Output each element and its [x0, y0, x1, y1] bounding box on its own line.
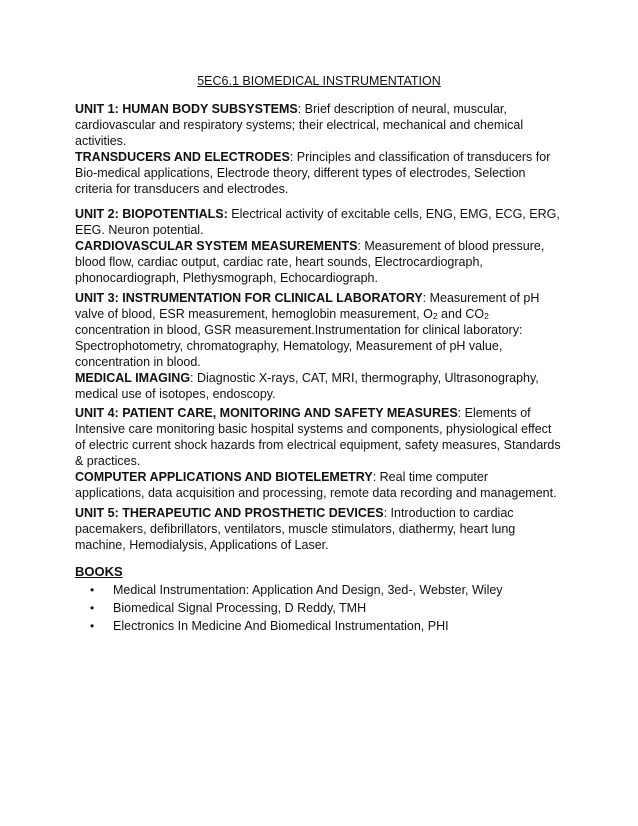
- unit-3-text: : Measurement of pH valve of blood, ESR measurement, hemoglobin measurement, $O_2$ and $CO_2$ concentration in blood, GSR measurement.Instrumentation for clinical laboratory: Spectrophotometry, chromatography, Hematology, Measurement of pH value, concentration in blood.: [75, 291, 540, 369]
- unit-1-sub-heading: TRANSDUCERS AND ELECTRODES: [75, 150, 290, 164]
- bullet-icon: •: [90, 601, 95, 615]
- book-title: Medical Instrumentation: Application And Design, 3ed-, Webster, Wiley: [113, 583, 503, 597]
- unit-1-block: [75, 101, 570, 197]
- unit-4-block: [75, 405, 570, 501]
- unit-1-paragraph: [75, 101, 570, 149]
- unit-2-sub-text: : Measurement of blood pressure, blood flow, cardiac output, cardiac rate, heart sounds, Electrocardiograph, phonocardiograph, Plethysmograph, Echocardiograph.: [75, 239, 545, 285]
- book-title: Biomedical Signal Processing, D Reddy, TMH: [113, 601, 367, 615]
- unit-1-sub-paragraph: [75, 149, 570, 197]
- unit-1-text: : Brief description of neural, muscular, cardiovascular and respiratory systems; their electrical, mechanical and chemical activities.: [75, 102, 524, 148]
- books-list: [75, 581, 570, 635]
- unit-5-block: [75, 505, 570, 553]
- book-title: Electronics In Medicine And Biomedical Instrumentation, PHI: [113, 619, 449, 633]
- unit-5-heading: UNIT 5: THERAPEUTIC AND PROSTHETIC DEVICES: [75, 506, 384, 520]
- unit-3-heading: UNIT 3: INSTRUMENTATION FOR CLINICAL LABORATORY: [75, 291, 423, 305]
- bullet-icon: •: [90, 619, 95, 633]
- unit-5-paragraph: [75, 505, 570, 553]
- unit-3-sub-paragraph: [75, 370, 570, 402]
- page-title: 5EC6.1 BIOMEDICAL INSTRUMENTATION: [197, 74, 441, 88]
- unit-2-sub-paragraph: [75, 238, 570, 286]
- list-item: [75, 581, 570, 599]
- unit-1-sub-text: : Principles and classification of transducers for Bio-medical applications, Electrode theory, different types of electrodes, Selection criteria for transducers and electrodes.: [75, 150, 551, 196]
- list-item: [75, 599, 570, 617]
- unit-1-heading: UNIT 1: HUMAN BODY SUBSYSTEMS: [75, 102, 298, 116]
- bullet-icon: •: [90, 583, 95, 597]
- unit-3-sub-text: : Diagnostic X-rays, CAT, MRI, thermography, Ultrasonography, medical use of isotopes, endoscopy.: [75, 371, 539, 401]
- unit-5-text: : Introduction to cardiac pacemakers, defibrillators, ventilators, muscle stimulators, diathermy, heart lung machine, Hemodialysis, Applications of Laser.: [75, 506, 516, 552]
- books-heading: BOOKS: [75, 564, 123, 579]
- unit-3-block: [75, 290, 570, 402]
- unit-2-block: [75, 206, 570, 286]
- unit-2-sub-heading: CARDIOVASCULAR SYSTEM MEASUREMENTS: [75, 239, 358, 253]
- unit-2-heading: UNIT 2: BIOPOTENTIALS:: [75, 207, 228, 221]
- unit-4-text: : Elements of Intensive care monitoring basic hospital systems and components, physiological effect of electric current shock hazards from electrical equipment, safety measures, Standards & practices.: [75, 406, 561, 468]
- unit-4-paragraph: [75, 405, 570, 469]
- unit-2-text: Electrical activity of excitable cells, ENG, EMG, ECG, ERG, EEG. Neuron potential.: [75, 207, 560, 237]
- unit-4-sub-text: : Real time computer applications, data acquisition and processing, remote data recording and management.: [75, 470, 557, 500]
- unit-2-paragraph: [75, 206, 570, 238]
- list-item: [75, 617, 570, 635]
- unit-3-paragraph: [75, 290, 570, 370]
- unit-3-sub-heading: MEDICAL IMAGING: [75, 371, 191, 385]
- unit-4-sub-heading: COMPUTER APPLICATIONS AND BIOTELEMETRY: [75, 470, 373, 484]
- unit-4-sub-paragraph: [75, 469, 570, 501]
- unit-4-heading: UNIT 4: PATIENT CARE, MONITORING AND SAFETY MEASURES: [75, 406, 458, 420]
